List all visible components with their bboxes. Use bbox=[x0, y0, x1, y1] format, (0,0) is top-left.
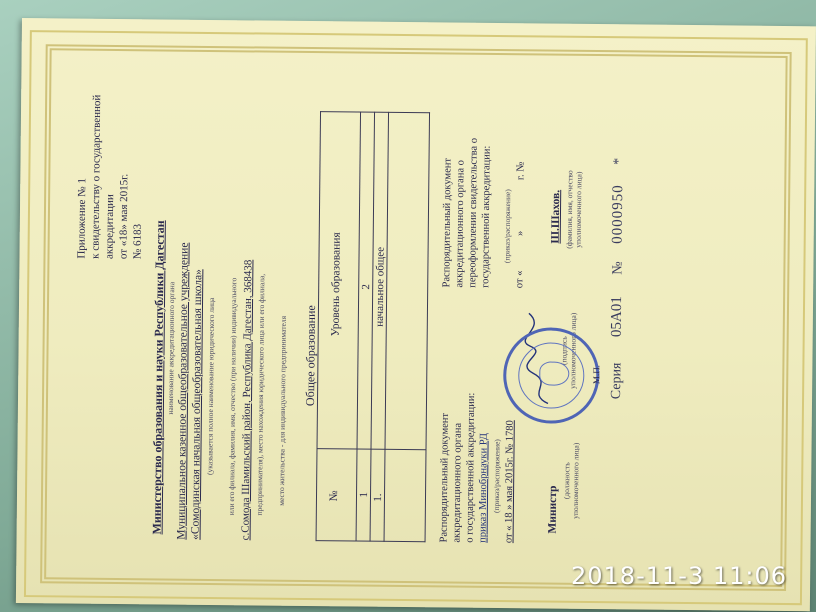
appendix-number: Приложение № 1 bbox=[75, 178, 89, 259]
education-levels-table bbox=[316, 111, 430, 542]
org-caption-4: место жительства - для индивидуального предпринимателя bbox=[276, 315, 288, 506]
serial-label: Серия bbox=[609, 362, 625, 400]
signer-position: Министр bbox=[546, 485, 560, 534]
photo-timestamp: 2018-11-3 11:06 bbox=[571, 562, 787, 590]
right-order-caption: (приказ/распоряжение) bbox=[502, 189, 513, 264]
right-order-block bbox=[440, 138, 528, 289]
org-address: с.Сомода Шамильский район, Республика Дагестан, 368438 bbox=[239, 259, 255, 541]
signer-name-caption: (фамилия, имя, отчество уполномоченного лица) bbox=[564, 170, 584, 249]
table-index-1: 1 bbox=[357, 492, 371, 498]
appendix-date: от «18» мая 2015г. bbox=[117, 173, 131, 260]
ministry-caption: наименование аккредитационного органа bbox=[165, 281, 177, 415]
table-header-level: Уровень образования bbox=[329, 232, 343, 337]
signature-caption: (подпись уполномоченного лица) bbox=[559, 312, 578, 389]
org-name-line-2: «Сомодинская начальная общеобразовательная школа» bbox=[189, 269, 205, 540]
right-order-text-1: Распорядительный документ bbox=[441, 157, 454, 288]
left-order-caption: (приказ/распоряжение) bbox=[491, 439, 502, 514]
signer-name: Ш.Шахов. bbox=[549, 189, 563, 244]
rotated-document-content bbox=[61, 68, 766, 590]
org-name-line-1: Муниципальное казенное общеобразовательное учреждение bbox=[175, 242, 191, 540]
right-order-date: от « » г. № bbox=[514, 161, 527, 289]
serial-series: 05А01 bbox=[608, 296, 626, 338]
certificate-appendix bbox=[16, 18, 816, 611]
left-order-text-2: аккредитационного органа bbox=[451, 422, 464, 543]
section-title: Общее образование bbox=[302, 305, 319, 407]
right-order-text-3: переоформлении свидетельства о bbox=[467, 137, 480, 288]
appendix-cert-number: № 6183 bbox=[131, 223, 144, 260]
right-order-text-4: государственной аккредитации: bbox=[480, 145, 493, 288]
serial-number-label: № bbox=[610, 261, 626, 275]
stamp-place-mark: М.П. bbox=[591, 364, 602, 385]
serial-mark: * bbox=[611, 157, 627, 165]
signer-position-caption: (должность уполномоченного лица) bbox=[561, 442, 581, 519]
org-caption-2: или его филиала, фамилия, имя, отчество (при наличии) индивидуального bbox=[226, 277, 239, 516]
table-index-2: 2 bbox=[360, 284, 373, 290]
serial-number: 0000950 bbox=[609, 184, 627, 244]
left-order-text-1: Распорядительный документ bbox=[438, 412, 451, 543]
coat-of-arms-icon bbox=[539, 361, 569, 385]
left-order-date: от « 18 » мая 2015г. № 1780 bbox=[503, 420, 516, 544]
official-seal-stamp bbox=[503, 327, 600, 424]
ministry-title: Министерство образования и науки Республики Дагестан bbox=[149, 220, 167, 535]
left-order-document: приказ Минобрнауки РД bbox=[477, 432, 490, 543]
table-row-number: 1. bbox=[371, 493, 385, 502]
appendix-line-2: к свидетельству о государственной bbox=[89, 94, 104, 259]
table-header-number: № bbox=[327, 490, 341, 502]
table-row-level: начальное общее bbox=[373, 246, 387, 327]
org-caption-1: (указывается полное наименование юридического лица bbox=[205, 297, 217, 476]
org-caption-3: предпринимателя), место нахождения юридического лица или его филиала, bbox=[254, 273, 267, 516]
serial-number-line bbox=[608, 158, 628, 400]
right-order-text-2: аккредитационного органа о bbox=[454, 160, 467, 288]
left-order-text-3: о государственной аккредитации: bbox=[464, 392, 478, 543]
left-order-block bbox=[438, 392, 518, 543]
appendix-line-3: аккредитации bbox=[103, 194, 117, 259]
appendix-block bbox=[74, 94, 146, 259]
